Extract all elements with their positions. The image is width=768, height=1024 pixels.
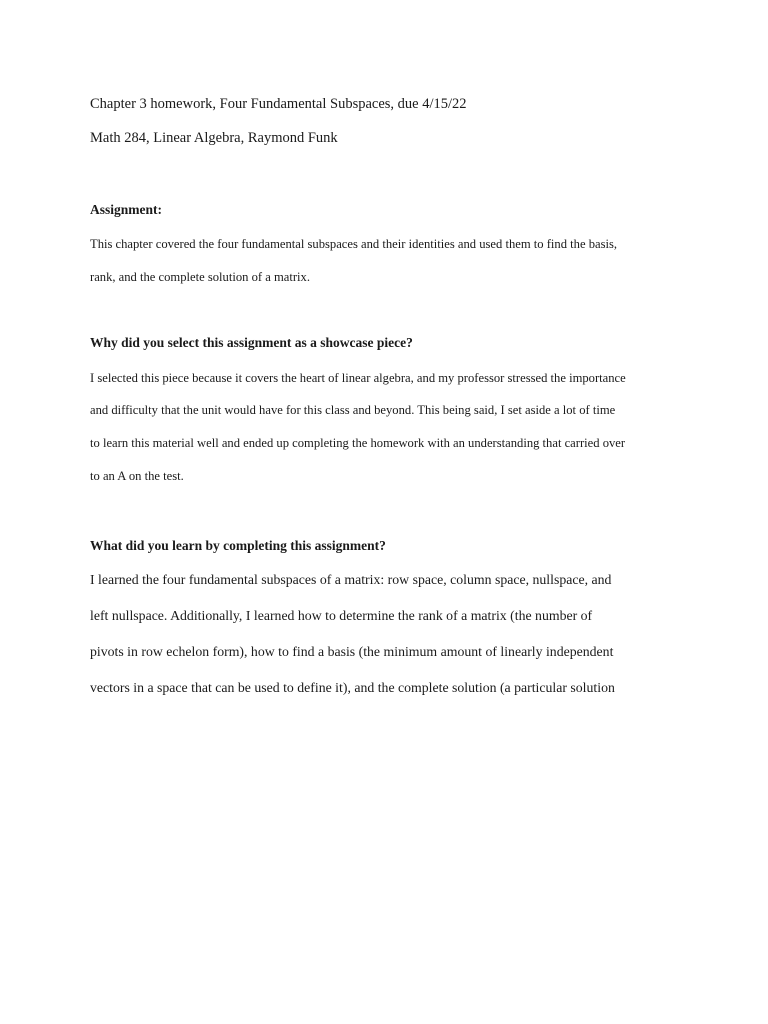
why-selected-line: to learn this material well and ended up completing the homework with an understanding that carried over xyxy=(90,436,626,450)
what-learned-heading: What did you learn by completing this assignment? xyxy=(90,538,386,553)
assignment-line: rank, and the complete solution of a matrix. xyxy=(90,270,310,284)
why-selected-line: to an A on the test. xyxy=(90,469,184,483)
why-selected-line: and difficulty that the unit would have for this class and beyond. This being said, I set aside a lot of time xyxy=(90,403,616,417)
assignment-heading: Assignment: xyxy=(90,202,163,217)
what-learned-line: vectors in a space that can be used to define it), and the complete solution (a particular solution xyxy=(90,680,615,695)
course-info: Math 284, Linear Algebra, Raymond Funk xyxy=(90,130,338,146)
why-selected-heading: Why did you select this assignment as a showcase piece? xyxy=(90,335,413,350)
what-learned-line: left nullspace. Additionally, I learned how to determine the rank of a matrix (the number of xyxy=(90,608,593,623)
assignment-line: This chapter covered the four fundamental subspaces and their identities and used them to find the basis, xyxy=(90,237,618,251)
what-learned-line: pivots in row echelon form), how to find a basis (the minimum amount of linearly independent xyxy=(90,644,614,659)
what-learned-line: I learned the four fundamental subspaces of a matrix: row space, column space, nullspace, and xyxy=(90,572,612,587)
document-title: Chapter 3 homework, Four Fundamental Subspaces, due 4/15/22 xyxy=(90,96,467,112)
why-selected-line: I selected this piece because it covers the heart of linear algebra, and my professor stressed the importance xyxy=(90,371,626,385)
